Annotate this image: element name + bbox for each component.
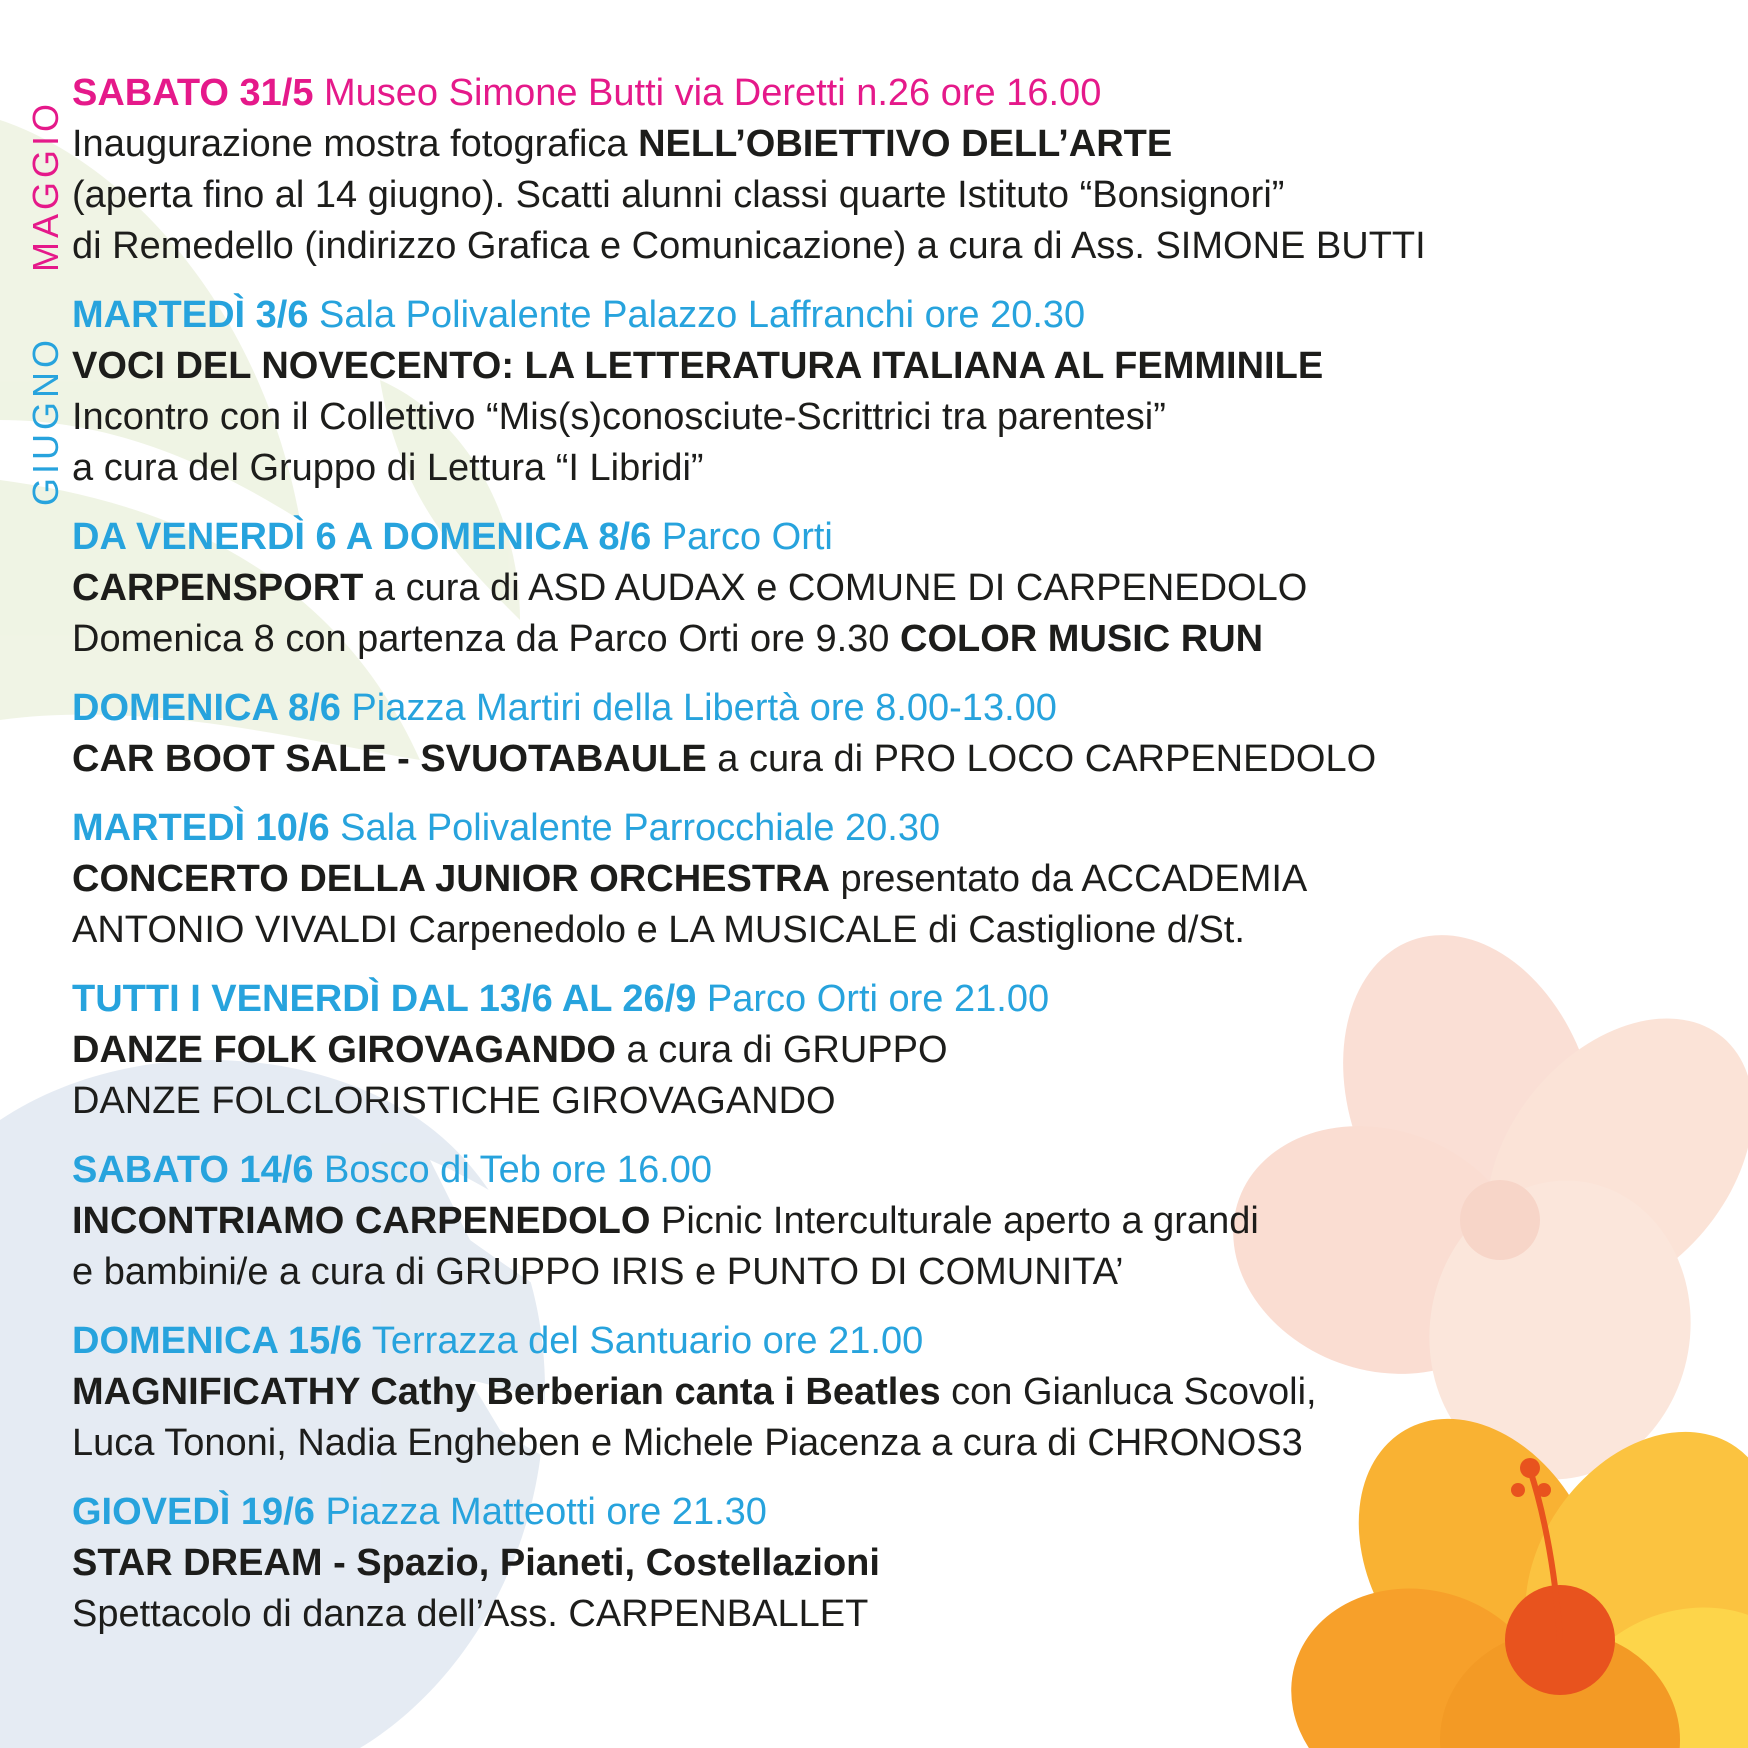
event-item [72,974,1712,1127]
event-place-time: Sala Polivalente Parrocchiale 20.30 [329,807,941,849]
description-text: a cura di ASD AUDAX e COMUNE DI CARPENEDOLO [363,567,1308,609]
event-description-line [72,1589,1712,1640]
event-heading [72,1316,1712,1367]
event-date: TUTTI I VENERDÌ DAL 13/6 AL 26/9 [72,978,697,1020]
event-description-line [72,734,1712,785]
event-title: COLOR MUSIC RUN [900,618,1264,660]
event-description-line [72,1538,1712,1589]
event-description-line [72,170,1712,221]
event-item [72,290,1712,494]
description-text: ANTONIO VIVALDI Carpenedolo e LA MUSICALE di Castiglione d/St. [72,909,1245,951]
event-description-line [72,443,1712,494]
event-heading [72,683,1712,734]
description-text: a cura del Gruppo di Lettura “I Libridi” [72,447,704,489]
description-text: DANZE FOLCLORISTICHE GIROVAGANDO [72,1080,836,1122]
description-text: Incontro con il Collettivo “Mis(s)conosciute-Scrittrici tra parentesi” [72,396,1166,438]
event-item [72,1316,1712,1469]
event-heading [72,290,1712,341]
event-title: NELL’OBIETTIVO DELL’ARTE [638,123,1173,165]
event-place-time: Terrazza del Santuario ore 21.00 [362,1320,924,1362]
description-text: Picnic Interculturale aperto a grandi [650,1200,1259,1242]
event-heading [72,1145,1712,1196]
event-description-line [72,341,1712,392]
description-text: Luca Tononi, Nadia Engheben e Michele Piacenza a cura di CHRONOS3 [72,1422,1303,1464]
description-text: a cura di PRO LOCO CARPENEDOLO [706,738,1377,780]
event-list [72,68,1712,1658]
description-text: Inaugurazione mostra fotografica [72,123,639,165]
description-text: presentato da ACCADEMIA [829,858,1308,900]
event-item [72,1487,1712,1640]
event-description-line [72,221,1712,272]
event-title: DANZE FOLK GIROVAGANDO [72,1029,616,1071]
event-date: SABATO 31/5 [72,72,314,114]
description-text: Domenica 8 con partenza da Parco Orti ore 9.30 [72,618,901,660]
event-place-time: Piazza Matteotti ore 21.30 [314,1491,767,1533]
event-heading [72,974,1712,1025]
event-title: CONCERTO DELLA JUNIOR ORCHESTRA [72,858,830,900]
description-text: di Remedello (indirizzo Grafica e Comunicazione) a cura di Ass. SIMONE BUTTI [72,225,1426,267]
event-item [72,68,1712,272]
event-description-line [72,563,1712,614]
event-title: VOCI DEL NOVECENTO: LA LETTERATURA ITALIANA AL FEMMINILE [72,345,1324,387]
event-description-line [72,1025,1712,1076]
event-description-line [72,854,1712,905]
event-item [72,803,1712,956]
event-title: MAGNIFICATHY Cathy Berberian canta i Beatles [72,1371,941,1413]
event-heading [72,803,1712,854]
event-title: STAR DREAM - Spazio, Pianeti, Costellazioni [72,1542,880,1584]
event-item [72,1145,1712,1298]
event-date: GIOVEDÌ 19/6 [72,1491,315,1533]
event-description-line [72,1247,1712,1298]
event-item [72,512,1712,665]
event-description-line [72,119,1712,170]
event-description-line [72,1076,1712,1127]
month-sidebar [25,70,66,507]
event-date: DA VENERDÌ 6 A DOMENICA 8/6 [72,516,652,558]
event-date: SABATO 14/6 [72,1149,314,1191]
event-date: DOMENICA 15/6 [72,1320,362,1362]
description-text: Spettacolo di danza dell’Ass. CARPENBALLET [72,1593,869,1635]
month-label-giugno: GIUGNO [25,335,66,507]
event-title: INCONTRIAMO CARPENEDOLO [72,1200,651,1242]
event-place-time: Parco Orti ore 21.00 [696,978,1050,1020]
event-title: CARPENSPORT [72,567,364,609]
event-title: CAR BOOT SALE - SVUOTABAULE [72,738,707,780]
event-place-time: Museo Simone Butti via Deretti n.26 ore 16.00 [313,72,1102,114]
month-label-maggio: MAGGIO [25,99,66,273]
event-place-time: Sala Polivalente Palazzo Laffranchi ore 20.30 [308,294,1086,336]
event-description-line [72,1418,1712,1469]
description-text: e bambini/e a cura di GRUPPO IRIS e PUNTO DI COMUNITA’ [72,1251,1124,1293]
event-date: MARTEDÌ 10/6 [72,807,330,849]
event-date: MARTEDÌ 3/6 [72,294,309,336]
event-heading [72,68,1712,119]
event-heading [72,1487,1712,1538]
event-date: DOMENICA 8/6 [72,687,341,729]
event-description-line [72,614,1712,665]
event-heading [72,512,1712,563]
description-text: con Gianluca Scovoli, [940,1371,1317,1413]
event-item [72,683,1712,785]
event-place-time: Bosco di Teb ore 16.00 [313,1149,713,1191]
description-text: a cura di GRUPPO [615,1029,948,1071]
event-place-time: Piazza Martiri della Libertà ore 8.00-13.00 [340,687,1057,729]
description-text: (aperta fino al 14 giugno). Scatti alunni classi quarte Istituto “Bonsignori” [72,174,1285,216]
event-description-line [72,905,1712,956]
event-description-line [72,1367,1712,1418]
event-description-line [72,392,1712,443]
event-place-time: Parco Orti [651,516,833,558]
event-description-line [72,1196,1712,1247]
